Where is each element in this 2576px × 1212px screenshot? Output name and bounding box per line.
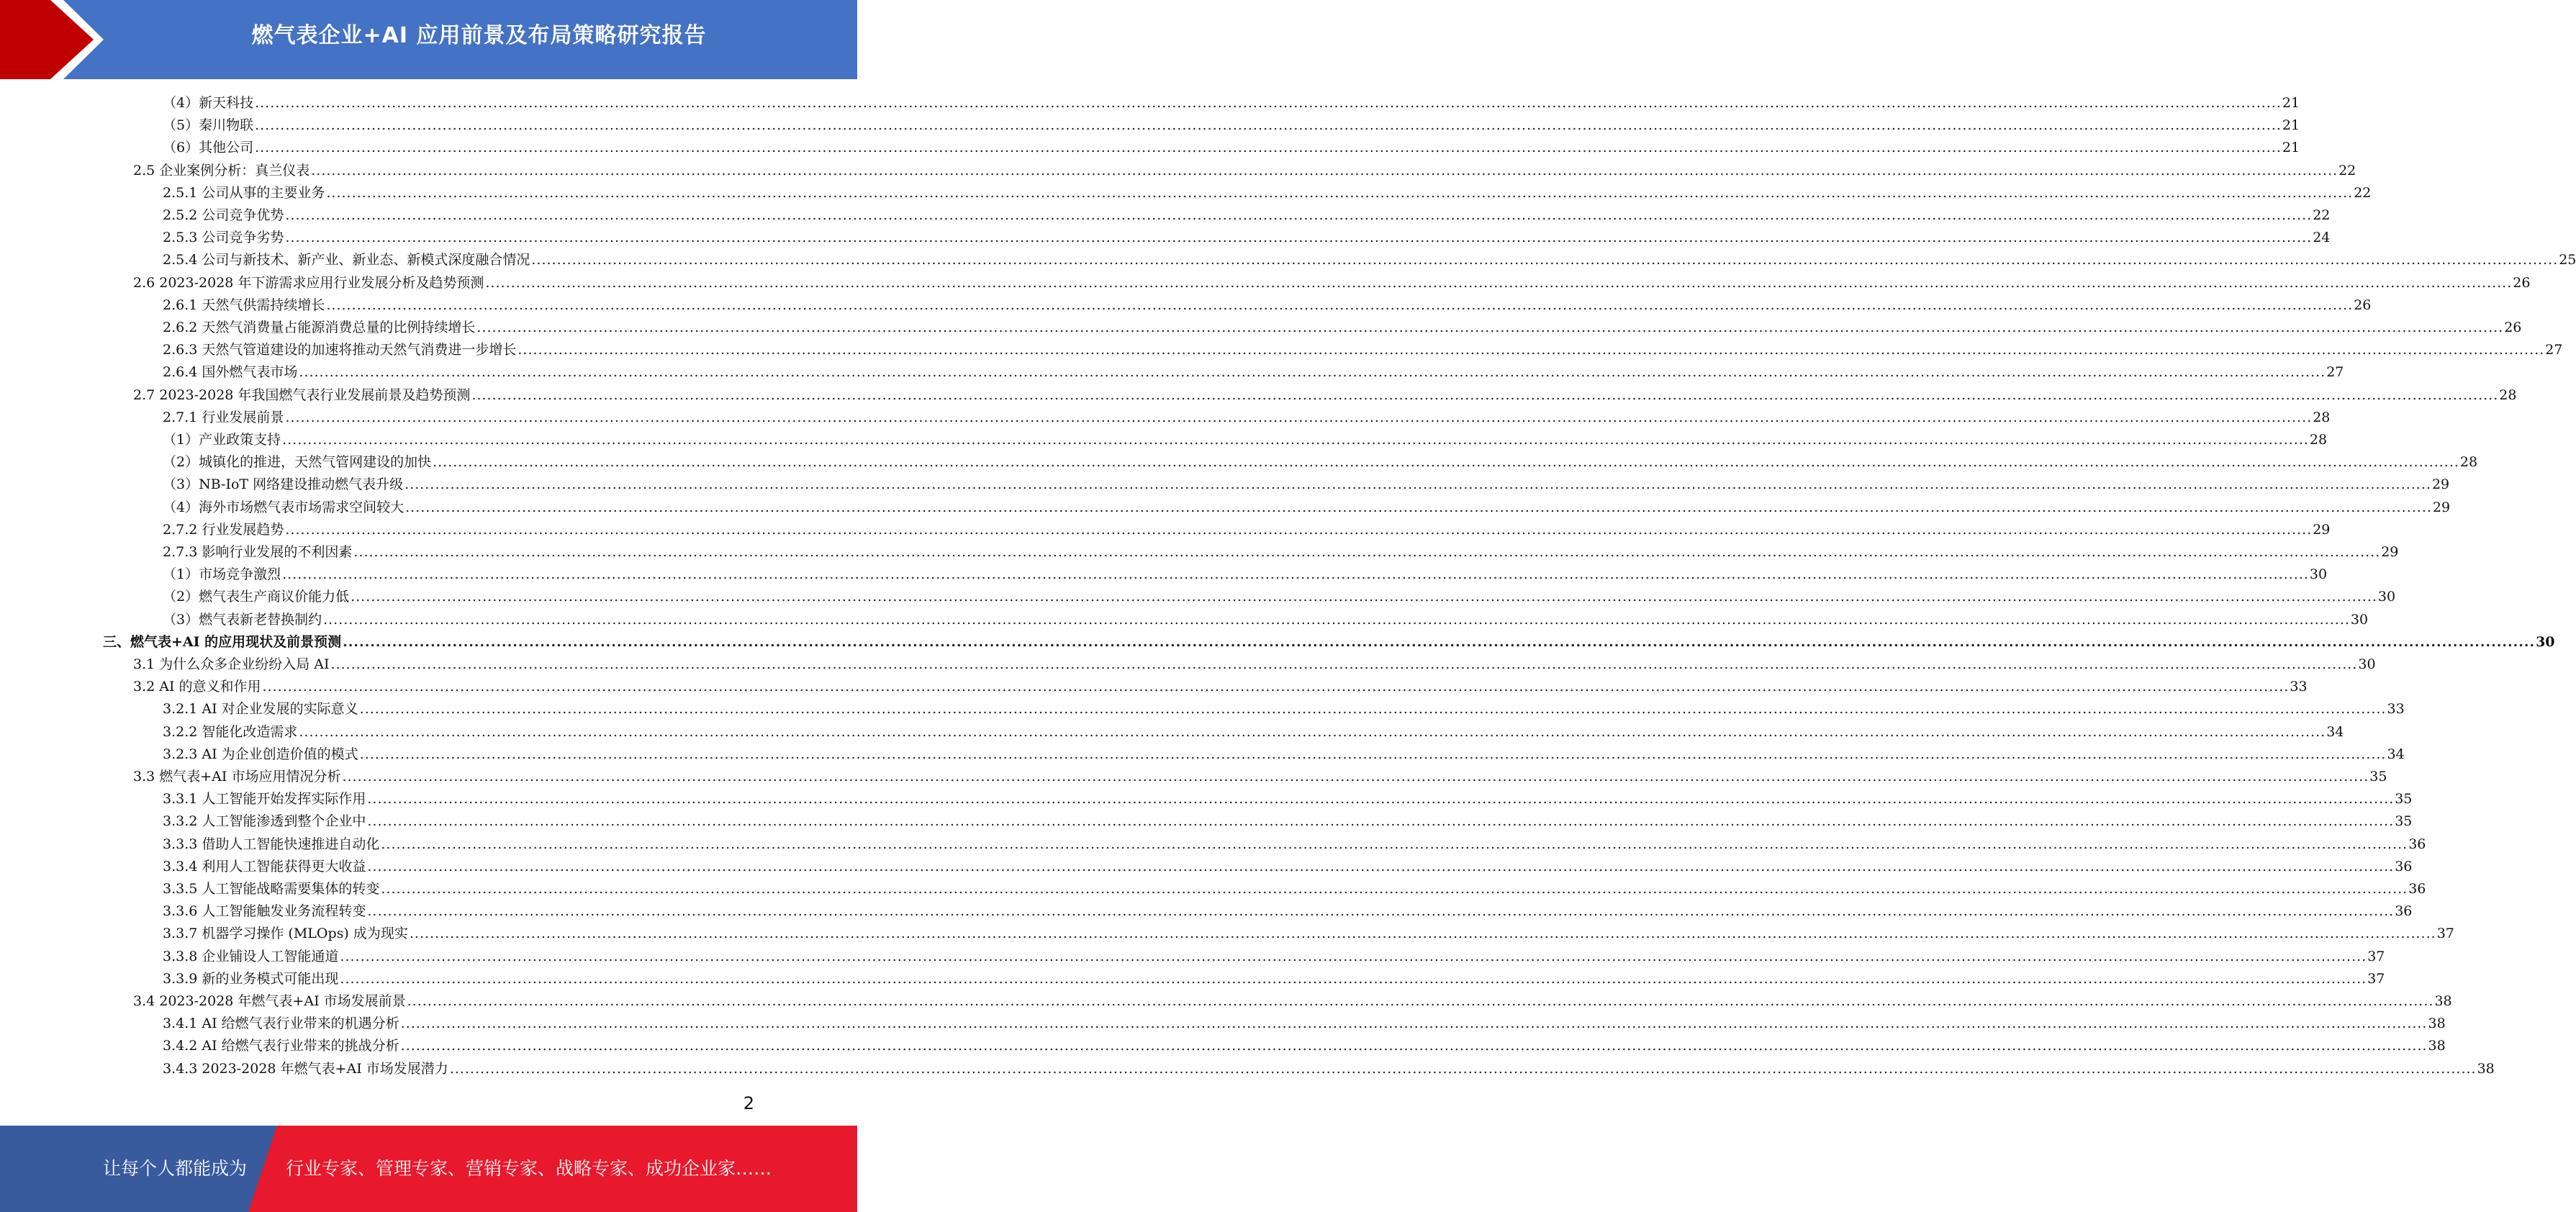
footer-slogan-right: 行业专家、管理专家、营销专家、战略专家、成功企业家…… (286, 1158, 772, 1179)
report-header (0, 0, 857, 79)
toc-entry-page: 38 (2428, 1038, 2446, 1054)
toc-entry[interactable] (133, 160, 2356, 182)
toc-entry[interactable] (163, 294, 2372, 317)
toc-leader-dots: ................................................................................................................................................................................................................................................................................................................................................................................................................ (255, 117, 2282, 134)
toc-entry-label: （1）市场竞争激烈 (163, 566, 281, 583)
footer-slogan-left: 让每个人都能成为 (103, 1158, 248, 1179)
toc-entry-label: 3.3.7 机器学习操作 (MLOps) 成为现实 (163, 926, 408, 942)
toc-entry[interactable] (163, 878, 2426, 900)
toc-entry-label: （4）新天科技 (163, 95, 254, 111)
toc-entry-page: 29 (2432, 499, 2451, 515)
toc-entry-page: 29 (2381, 544, 2399, 560)
toc-entry[interactable] (163, 519, 2331, 541)
toc-entry-label: 2.7.1 行业发展前景 (163, 409, 284, 425)
toc-leader-dots: ................................................................................................................................................................................................................................................................................................................................................................................................................ (359, 701, 2387, 718)
toc-entry-page: 34 (2326, 723, 2344, 740)
toc-entry[interactable] (163, 474, 2450, 496)
toc-entry[interactable] (163, 698, 2405, 720)
toc-entry[interactable] (163, 1058, 2495, 1080)
toc-entry-label: 2.5.4 公司与新技术、新产业、新业态、新模式深度融合情况 (163, 252, 530, 268)
toc-entry-label: （2）燃气表生产商议价能力低 (163, 589, 350, 605)
header-chevron-decoration (0, 0, 108, 79)
toc-entry-label: （3）燃气表新老替换制约 (163, 611, 322, 628)
toc-leader-dots: ................................................................................................................................................................................................................................................................................................................................................................................................................ (262, 679, 2290, 695)
toc-entry-page: 27 (2326, 364, 2344, 381)
toc-entry[interactable] (163, 586, 2396, 608)
toc-entry-page: 35 (2395, 813, 2413, 830)
toc-entry-page: 29 (2431, 476, 2450, 493)
toc-leader-dots: ................................................................................................................................................................................................................................................................................................................................................................................................................ (351, 589, 2377, 605)
toc-entry-page: 28 (2499, 386, 2517, 403)
toc-entry-label: 2.6.2 天然气消费量占能源消费总量的比例持续增长 (163, 320, 476, 335)
toc-leader-dots: ................................................................................................................................................................................................................................................................................................................................................................................................................ (407, 993, 2434, 1009)
toc-entry[interactable] (163, 249, 2576, 271)
toc-entry-page: 38 (2434, 993, 2452, 1009)
toc-entry-label: 2.5.1 公司从事的主要业务 (163, 184, 325, 201)
toc-entry[interactable] (163, 743, 2405, 766)
toc-leader-dots: ................................................................................................................................................................................................................................................................................................................................................................................................................ (342, 769, 2369, 784)
toc-entry-page: 36 (2395, 858, 2413, 874)
toc-entry-label: （4）海外市场燃气表市场需求空间较大 (163, 499, 405, 515)
toc-leader-dots: ................................................................................................................................................................................................................................................................................................................................................................................................................ (285, 230, 2313, 246)
toc-entry-label: 3.2.2 智能化改造需求 (163, 723, 298, 740)
toc-entry-page: 30 (2350, 611, 2369, 628)
toc-leader-dots: ................................................................................................................................................................................................................................................................................................................................................................................................................ (367, 858, 2395, 874)
toc-entry-label: （1）产业政策支持 (163, 432, 281, 448)
toc-entry-label: 3.4.1 AI 给燃气表行业带来的机遇分析 (163, 1016, 399, 1032)
toc-entry[interactable] (163, 856, 2413, 878)
toc-entry-page: 30 (2377, 589, 2396, 605)
toc-entry-label: 3.2 AI 的意义和作用 (133, 679, 261, 695)
toc-entry-page: 28 (2309, 432, 2328, 448)
toc-leader-dots: ................................................................................................................................................................................................................................................................................................................................................................................................................ (400, 1016, 2428, 1032)
toc-leader-dots: ................................................................................................................................................................................................................................................................................................................................................................................................................ (353, 544, 2381, 560)
toc-leader-dots: ................................................................................................................................................................................................................................................................................................................................................................................................................ (359, 746, 2387, 762)
toc-entry-label: 2.6.4 国外燃气表市场 (163, 364, 298, 381)
toc-leader-dots: ................................................................................................................................................................................................................................................................................................................................................................................................................ (340, 948, 2367, 964)
toc-entry-label: 3.4 2023-2028 年燃气表+AI 市场发展前景 (133, 993, 406, 1009)
toc-entry-page: 35 (2395, 791, 2413, 808)
toc-entry[interactable] (163, 182, 2372, 204)
toc-leader-dots: ................................................................................................................................................................................................................................................................................................................................................................................................................ (299, 364, 2326, 381)
toc-leader-dots: ................................................................................................................................................................................................................................................................................................................................................................................................................ (409, 926, 2436, 942)
toc-entry[interactable] (163, 361, 2344, 384)
toc-entry[interactable] (163, 721, 2344, 743)
toc-entry-label: 3.1 为什么众多企业纷纷入局 AI (133, 656, 330, 672)
toc-leader-dots: ................................................................................................................................................................................................................................................................................................................................................................................................................ (518, 342, 2545, 358)
toc-entry[interactable] (163, 609, 2369, 631)
toc-entry-page: 22 (2338, 162, 2356, 178)
toc-leader-dots: ................................................................................................................................................................................................................................................................................................................................................................................................................ (449, 1060, 2477, 1077)
toc-entry-label: 2.5.2 公司竞争优势 (163, 207, 284, 223)
toc-entry-label: 3.4.3 2023-2028 年燃气表+AI 市场发展潜力 (163, 1060, 448, 1077)
toc-entry[interactable] (163, 968, 2385, 990)
toc-entry[interactable] (133, 766, 2387, 788)
toc-leader-dots: ................................................................................................................................................................................................................................................................................................................................................................................................................ (367, 813, 2395, 830)
page-number: 2 (743, 1093, 754, 1113)
toc-leader-dots: ................................................................................................................................................................................................................................................................................................................................................................................................................ (311, 162, 2338, 178)
toc-leader-dots: ................................................................................................................................................................................................................................................................................................................................................................................................................ (381, 836, 2408, 852)
toc-entry-page: 28 (2459, 454, 2478, 471)
toc-entry-page: 21 (2282, 140, 2300, 156)
toc-entry[interactable] (133, 384, 2517, 407)
toc-entry[interactable] (163, 317, 2522, 339)
toc-entry-label: （3）NB-IoT 网络建设推动燃气表升级 (163, 476, 404, 493)
toc-entry-label: （2）城镇化的推进，天然气管网建设的加快 (163, 454, 432, 471)
toc-leader-dots: ................................................................................................................................................................................................................................................................................................................................................................................................................ (340, 970, 2367, 987)
toc-entry[interactable] (163, 788, 2413, 810)
toc-leader-dots: ................................................................................................................................................................................................................................................................................................................................................................................................................ (326, 297, 2354, 313)
toc-entry-page: 29 (2313, 521, 2331, 538)
toc-entry-label: 3.3.3 借助人工智能快速推进自动化 (163, 836, 380, 852)
toc-leader-dots: ................................................................................................................................................................................................................................................................................................................................................................................................................ (282, 432, 2309, 448)
toc-entry-label: 3.3.4 利用人工智能获得更大收益 (163, 858, 366, 874)
toc-entry[interactable] (163, 1035, 2446, 1057)
toc-entry-page: 33 (2290, 679, 2308, 695)
toc-entry-page: 30 (2358, 656, 2376, 672)
toc-entry[interactable] (163, 810, 2413, 833)
toc-entry-page: 30 (2536, 633, 2555, 650)
toc-entry[interactable] (163, 497, 2451, 519)
toc-leader-dots: ................................................................................................................................................................................................................................................................................................................................................................................................................ (285, 207, 2313, 223)
toc-entry-label: 3.2.3 AI 为企业创造价值的模式 (163, 746, 358, 762)
toc-entry[interactable] (163, 227, 2331, 249)
toc-entry[interactable] (163, 833, 2426, 856)
toc-entry[interactable] (133, 272, 2531, 294)
toc-leader-dots: ................................................................................................................................................................................................................................................................................................................................................................................................................ (367, 791, 2395, 808)
toc-entry-page: 22 (2313, 207, 2331, 223)
toc-entry-page: 21 (2282, 117, 2300, 134)
toc-entry[interactable] (133, 676, 2308, 698)
toc-entry-page: 36 (2408, 881, 2426, 897)
toc-entry-label: 3.4.2 AI 给燃气表行业带来的挑战分析 (163, 1038, 399, 1054)
toc-entry-label: 3.3.8 企业铺设人工智能通道 (163, 948, 339, 964)
toc-entry[interactable] (163, 946, 2385, 968)
toc-leader-dots: ................................................................................................................................................................................................................................................................................................................................................................................................................ (323, 611, 2350, 628)
toc-entry-page: 38 (2428, 1016, 2446, 1032)
toc-leader-dots: ................................................................................................................................................................................................................................................................................................................................................................................................................ (282, 566, 2309, 583)
toc-entry-label: （5）秦川物联 (163, 117, 254, 134)
toc-entry-page: 37 (2367, 970, 2385, 987)
toc-entry-label: 2.7 2023-2028 年我国燃气表行业发展前景及趋势预测 (133, 386, 471, 403)
toc-entry-page: 33 (2387, 701, 2405, 718)
toc-entry-label: 3.3.6 人工智能触发业务流程转变 (163, 903, 366, 920)
toc-entry-page: 27 (2545, 342, 2563, 358)
toc-entry-page: 35 (2369, 769, 2387, 784)
toc-entry-label: 3.3 燃气表+AI 市场应用情况分析 (133, 769, 341, 784)
toc-leader-dots: ................................................................................................................................................................................................................................................................................................................................................................................................................ (471, 386, 2499, 403)
toc-entry[interactable] (163, 923, 2454, 945)
toc-leader-dots: ................................................................................................................................................................................................................................................................................................................................................................................................................ (343, 633, 2536, 650)
toc-entry-page: 24 (2313, 230, 2331, 246)
toc-leader-dots: ................................................................................................................................................................................................................................................................................................................................................................................................................ (400, 1038, 2428, 1054)
page-footer (0, 1126, 857, 1212)
toc-entry[interactable] (103, 631, 2555, 654)
toc-entry-page: 22 (2354, 184, 2372, 201)
toc-entry[interactable] (163, 429, 2328, 451)
toc-leader-dots: ................................................................................................................................................................................................................................................................................................................................................................................................................ (405, 499, 2432, 515)
toc-entry-label: 3.3.5 人工智能战略需要集体的转变 (163, 881, 380, 897)
toc-leader-dots: ................................................................................................................................................................................................................................................................................................................................................................................................................ (381, 881, 2408, 897)
toc-entry[interactable] (133, 990, 2452, 1013)
toc-entry-page: 36 (2408, 836, 2426, 852)
toc-entry[interactable] (163, 339, 2563, 361)
toc-entry[interactable] (163, 137, 2300, 159)
toc-entry-page: 26 (2504, 320, 2522, 335)
toc-entry-label: 2.5 企业案例分析：真兰仪表 (133, 162, 310, 178)
toc-entry-label: 2.5.3 公司竞争劣势 (163, 230, 284, 246)
toc-entry-label: 3.3.9 新的业务模式可能出现 (163, 970, 339, 987)
toc-leader-dots: ................................................................................................................................................................................................................................................................................................................................................................................................................ (433, 454, 2459, 471)
toc-entry-page: 38 (2477, 1060, 2495, 1077)
toc-entry[interactable] (163, 1013, 2446, 1035)
toc-entry-label: 2.6.3 天然气管道建设的加速将推动天然气消费进一步增长 (163, 342, 517, 358)
toc-entry-page: 37 (2436, 926, 2454, 942)
toc-entry[interactable] (163, 114, 2300, 137)
toc-leader-dots: ................................................................................................................................................................................................................................................................................................................................................................................................................ (299, 723, 2326, 740)
toc-entry-label: 3.2.1 AI 对企业发展的实际意义 (163, 701, 358, 718)
toc-leader-dots: ................................................................................................................................................................................................................................................................................................................................................................................................................ (405, 476, 2431, 493)
toc-entry-page: 36 (2395, 903, 2413, 920)
toc-leader-dots: ................................................................................................................................................................................................................................................................................................................................................................................................................ (255, 140, 2282, 156)
toc-entry[interactable] (163, 451, 2478, 474)
toc-entry-page: 26 (2513, 274, 2531, 291)
toc-entry-label: 2.7.2 行业发展趋势 (163, 521, 284, 538)
toc-entry[interactable] (163, 541, 2399, 564)
toc-entry[interactable] (163, 407, 2331, 429)
report-title: 燃气表企业+AI 应用前景及布局策略研究报告 (251, 23, 707, 48)
toc-entry-page: 21 (2282, 95, 2300, 111)
toc-entry-page: 28 (2313, 409, 2331, 425)
toc-leader-dots: ................................................................................................................................................................................................................................................................................................................................................................................................................ (285, 409, 2313, 425)
toc-entry-label: 三、燃气表+AI 的应用现状及前景预测 (103, 633, 342, 650)
toc-leader-dots: ................................................................................................................................................................................................................................................................................................................................................................................................................ (531, 252, 2559, 268)
toc-entry-label: （6）其他公司 (163, 140, 254, 156)
toc-leader-dots: ................................................................................................................................................................................................................................................................................................................................................................................................................ (255, 95, 2282, 111)
toc-entry-page: 30 (2309, 566, 2328, 583)
toc-entry-page: 34 (2387, 746, 2405, 762)
toc-entry[interactable] (163, 92, 2300, 114)
toc-entry-label: 3.3.2 人工智能渗透到整个企业中 (163, 813, 366, 830)
toc-entry-label: 2.7.3 影响行业发展的不利因素 (163, 544, 353, 560)
toc-entry[interactable] (133, 654, 2376, 676)
toc-leader-dots: ................................................................................................................................................................................................................................................................................................................................................................................................................ (485, 274, 2513, 291)
toc-entry-page: 37 (2367, 948, 2385, 964)
toc-entry-label: 3.3.1 人工智能开始发挥实际作用 (163, 791, 366, 808)
toc-entry[interactable] (163, 204, 2331, 227)
toc-leader-dots: ................................................................................................................................................................................................................................................................................................................................................................................................................ (326, 184, 2354, 201)
toc-entry-page: 26 (2354, 297, 2372, 313)
toc-entry-label: 2.6 2023-2028 年下游需求应用行业发展分析及趋势预测 (133, 274, 484, 291)
toc-leader-dots: ................................................................................................................................................................................................................................................................................................................................................................................................................ (330, 656, 2358, 672)
toc-entry[interactable] (163, 564, 2328, 586)
toc-entry[interactable] (163, 900, 2413, 923)
toc-leader-dots: ................................................................................................................................................................................................................................................................................................................................................................................................................ (285, 521, 2313, 538)
toc-leader-dots: ................................................................................................................................................................................................................................................................................................................................................................................................................ (476, 320, 2504, 335)
toc-entry-label: 2.6.1 天然气供需持续增长 (163, 297, 325, 313)
toc-entry-page: 25 (2559, 252, 2576, 268)
toc-leader-dots: ................................................................................................................................................................................................................................................................................................................................................................................................................ (367, 903, 2395, 920)
